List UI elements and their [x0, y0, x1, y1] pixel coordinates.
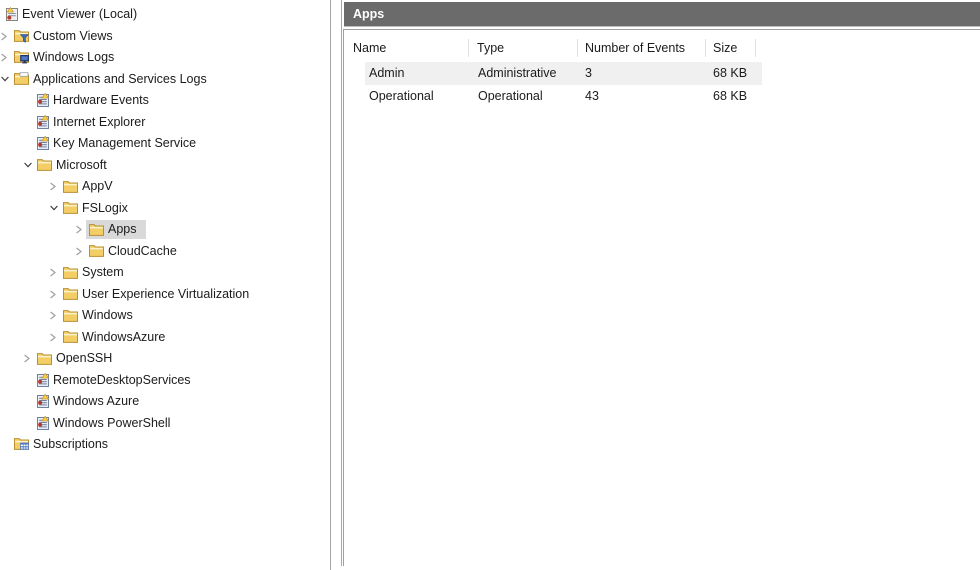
cell-size: 68 KB — [713, 89, 748, 103]
tree-item-label: Windows Logs — [33, 50, 115, 65]
column-separator[interactable] — [755, 39, 756, 57]
tree-item-content[interactable] — [11, 435, 117, 454]
tree-item-label: System — [82, 265, 124, 280]
column-header-size[interactable]: Size — [713, 41, 738, 55]
tree-item-content[interactable] — [34, 91, 158, 110]
tree-item-subscriptions[interactable] — [0, 434, 330, 456]
tree-item-hardware-events[interactable] — [0, 90, 330, 112]
chevron-collapsed-icon[interactable] — [0, 52, 11, 63]
tree-item-label: Event Viewer (Local) — [22, 7, 138, 22]
tree-item-content[interactable] — [60, 199, 137, 218]
folder-filter-icon — [14, 29, 29, 43]
tree-item-label: Internet Explorer — [53, 114, 146, 129]
column-header-name[interactable]: Name — [353, 41, 387, 55]
chevron-collapsed-icon[interactable] — [49, 310, 60, 321]
tree-item-windows-logs[interactable] — [0, 47, 330, 69]
folder-icon — [89, 223, 104, 236]
tree-item-user-experience-virtualization[interactable] — [0, 284, 330, 306]
table-row-admin[interactable] — [344, 62, 980, 85]
folder-icon — [37, 352, 52, 365]
tree-item-windows[interactable] — [0, 305, 330, 327]
tree-item-label: RemoteDesktopServices — [53, 372, 191, 387]
event-viewer-icon — [6, 7, 18, 21]
column-separator[interactable] — [577, 39, 578, 57]
subscriptions-icon — [14, 437, 29, 451]
row-selection-highlight — [365, 62, 762, 85]
tree-item-cloudcache[interactable] — [0, 241, 330, 263]
tree-item-windowsazure[interactable] — [0, 327, 330, 349]
cell-events: 3 — [585, 66, 592, 80]
folder-icon — [63, 201, 78, 214]
tree-item-system[interactable] — [0, 262, 330, 284]
cell-type: Operational — [478, 89, 543, 103]
tree-item-label: WindowsAzure — [82, 329, 166, 344]
tree-item-appv[interactable] — [0, 176, 330, 198]
tree-item-content[interactable] — [86, 242, 186, 261]
tree-item-custom-views[interactable] — [0, 26, 330, 48]
tree-item-content[interactable] — [34, 113, 154, 132]
tree-item-content[interactable] — [60, 263, 133, 282]
column-separator[interactable] — [705, 39, 706, 57]
tree-item-content[interactable] — [60, 285, 258, 304]
tree-item-label: Key Management Service — [53, 136, 197, 151]
folder-icon — [63, 309, 78, 322]
tree-item-remotedesktopservices[interactable] — [0, 370, 330, 392]
tree-item-label: Custom Views — [33, 28, 113, 43]
tree-item-content[interactable] — [3, 5, 146, 24]
tree-item-apps[interactable] — [0, 219, 330, 241]
tree-item-label: Apps — [108, 222, 137, 237]
folder-icon — [63, 266, 78, 279]
chevron-collapsed-icon[interactable] — [23, 353, 34, 364]
tree-item-microsoft[interactable] — [0, 155, 330, 177]
log-file-icon — [37, 416, 49, 430]
chevron-expanded-icon[interactable] — [0, 74, 11, 84]
folder-computer-icon — [14, 50, 29, 64]
tree-item-label: CloudCache — [108, 243, 177, 258]
tree-item-content[interactable] — [34, 414, 179, 433]
chevron-expanded-icon[interactable] — [23, 160, 34, 170]
tree-item-content[interactable] — [60, 328, 174, 347]
chevron-collapsed-icon[interactable] — [49, 332, 60, 343]
folder-icon — [63, 330, 78, 343]
tree-item-label: User Experience Virtualization — [82, 286, 250, 301]
tree-item-content[interactable] — [34, 134, 205, 153]
tree-item-label: Applications and Services Logs — [33, 71, 207, 86]
tree-selection-highlight[interactable] — [86, 220, 146, 239]
log-list — [343, 29, 980, 566]
tree-item-content[interactable] — [11, 48, 123, 67]
cell-type: Administrative — [478, 66, 557, 80]
cell-events: 43 — [585, 89, 599, 103]
log-file-icon — [37, 115, 49, 129]
tree-item-key-management-service[interactable] — [0, 133, 330, 155]
log-file-icon — [37, 394, 49, 408]
tree-item-content[interactable] — [34, 371, 200, 390]
tree-item-label: AppV — [82, 179, 113, 194]
folder-icon — [89, 244, 104, 257]
tree-item-content[interactable] — [34, 349, 121, 368]
results-panel — [341, 0, 980, 566]
console-tree-panel — [0, 0, 331, 570]
tree-item-openssh[interactable] — [0, 348, 330, 370]
tree-item-content[interactable] — [60, 177, 122, 196]
chevron-collapsed-icon[interactable] — [0, 31, 11, 42]
tree-item-internet-explorer[interactable] — [0, 112, 330, 134]
table-row-operational[interactable] — [344, 85, 980, 108]
tree-item-label: Hardware Events — [53, 93, 149, 108]
tree-item-content[interactable] — [11, 70, 216, 89]
tree-item-event-viewer-local[interactable] — [0, 4, 330, 26]
column-header-number-of-events[interactable]: Number of Events — [585, 41, 686, 55]
column-header-type[interactable]: Type — [477, 41, 505, 55]
folder-icon — [63, 180, 78, 193]
chevron-collapsed-icon[interactable] — [49, 267, 60, 278]
tree-item-label: Subscriptions — [33, 437, 109, 452]
log-file-icon — [37, 373, 49, 387]
tree-item-applications-and-services-logs[interactable] — [0, 69, 330, 91]
folder-page-icon — [14, 72, 29, 85]
tree-item-content[interactable] — [11, 27, 122, 46]
tree-item-label: Windows PowerShell — [53, 415, 171, 430]
tree-item-content[interactable] — [34, 392, 148, 411]
column-separator[interactable] — [468, 39, 469, 57]
chevron-collapsed-icon[interactable] — [75, 246, 86, 257]
chevron-collapsed-icon[interactable] — [49, 289, 60, 300]
chevron-expanded-icon[interactable] — [49, 203, 60, 213]
folder-icon — [37, 158, 52, 171]
cell-size: 68 KB — [713, 66, 748, 80]
chevron-collapsed-icon[interactable] — [75, 224, 86, 235]
tree-item-windows-azure[interactable] — [0, 391, 330, 413]
tree-item-content[interactable] — [34, 156, 116, 175]
tree-item-fslogix[interactable] — [0, 198, 330, 220]
tree-item-content[interactable] — [60, 306, 142, 325]
tree-item-label: Windows — [82, 308, 133, 323]
tree-item-label: Windows Azure — [53, 394, 140, 409]
tree-item-label: FSLogix — [82, 200, 128, 215]
tree-item-label: Microsoft — [56, 157, 107, 172]
tree-item-windows-powershell[interactable] — [0, 413, 330, 435]
folder-icon — [63, 287, 78, 300]
cell-name: Operational — [369, 89, 434, 103]
log-file-icon — [37, 93, 49, 107]
results-panel-title: Apps — [344, 2, 980, 27]
log-file-icon — [37, 136, 49, 150]
chevron-collapsed-icon[interactable] — [49, 181, 60, 192]
tree-item-label: OpenSSH — [56, 351, 113, 366]
cell-name: Admin — [369, 66, 405, 80]
